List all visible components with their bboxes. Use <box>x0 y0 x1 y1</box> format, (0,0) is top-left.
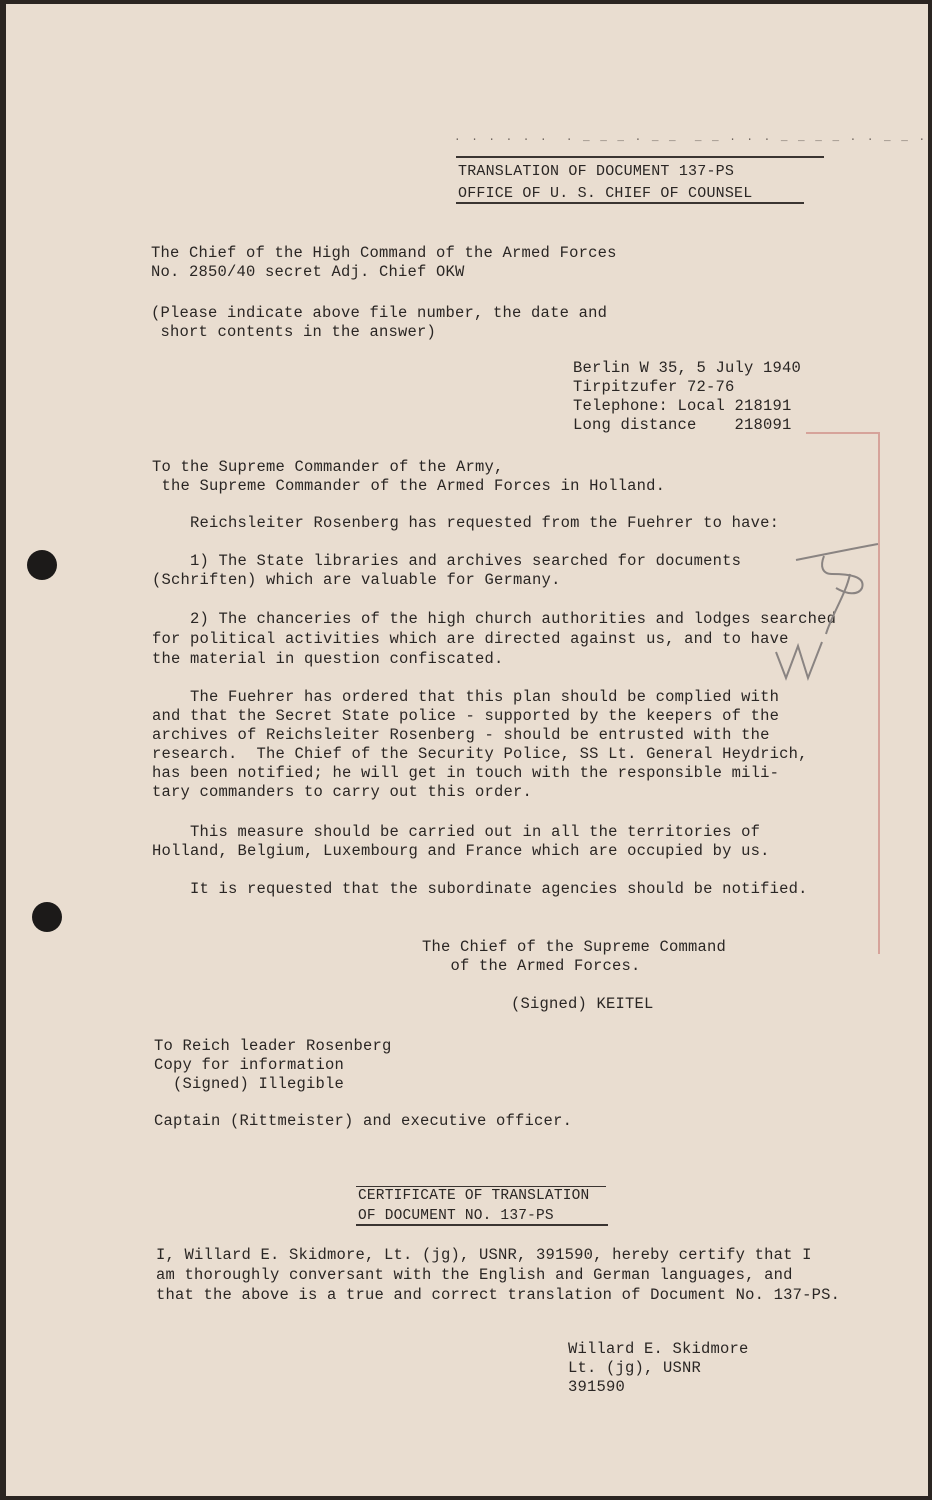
certificate-title-2: OF DOCUMENT NO. 137-PS <box>358 1208 554 1224</box>
body-para3-line-1: The Fuehrer has ordered that this plan should be complied with <box>152 688 780 706</box>
handwritten-annotation-icon <box>766 534 886 684</box>
closing-line-1: The Chief of the Supreme Command <box>422 938 727 956</box>
red-margin-line <box>878 434 880 954</box>
certificate-rule-bottom <box>356 1224 608 1226</box>
body-para4-line-1: This measure should be carried out in all the territories of <box>152 823 761 841</box>
note-line-1: (Please indicate above file number, the date and <box>151 304 608 322</box>
signature-name: Willard E. Skidmore <box>568 1340 749 1358</box>
header-rule-bottom <box>456 202 804 204</box>
sender-line-2: No. 2850/40 secret Adj. Chief OKW <box>151 263 465 281</box>
header-faint-line: . . . . . . . _ _ _ . _ _ _ _ . . . _ _ _ _ . . _ _ . <box>454 132 928 144</box>
red-margin-top-line <box>806 432 880 434</box>
copy-line-3: (Signed) Illegible <box>154 1075 345 1093</box>
body-para5: It is requested that the subordinate agencies should be notified. <box>152 880 808 898</box>
signature-number: 391590 <box>568 1378 626 1396</box>
body-para3-line-4: research. The Chief of the Security Police, SS Lt. General Heydrich, <box>152 745 808 763</box>
header-office: OFFICE OF U. S. CHIEF OF COUNSEL <box>458 185 753 202</box>
header-rule-top <box>456 156 824 158</box>
address-line-1: Berlin W 35, 5 July 1940 <box>573 359 802 377</box>
body-para4-line-2: Holland, Belgium, Luxembourg and France which are occupied by us. <box>152 842 770 860</box>
body-item1-line-2: (Schriften) which are valuable for Germany. <box>152 571 561 589</box>
address-line-4: Long distance 218091 <box>573 416 792 434</box>
recipient-line-2: the Supreme Commander of the Armed Forces in Holland. <box>152 477 666 495</box>
certificate-line-1: I, Willard E. Skidmore, Lt. (jg), USNR, 391590, hereby certify that I <box>156 1246 812 1264</box>
certificate-line-2: am thoroughly conversant with the English and German languages, and <box>156 1266 793 1284</box>
punch-hole-bottom <box>32 902 62 932</box>
signature-rank: Lt. (jg), USNR <box>568 1359 702 1377</box>
body-para3-line-2: and that the Secret State police - supported by the keepers of the <box>152 707 780 725</box>
copy-line-1: To Reich leader Rosenberg <box>154 1037 392 1055</box>
punch-hole-top <box>27 550 57 580</box>
recipient-line-1: To the Supreme Commander of the Army, <box>152 458 504 476</box>
header-title: TRANSLATION OF DOCUMENT 137-PS <box>458 163 735 180</box>
body-para3-line-5: has been notified; he will get in touch with the responsible mili- <box>152 764 780 782</box>
body-para3-line-6: tary commanders to carry out this order. <box>152 783 533 801</box>
body-para3-line-3: archives of Reichsleiter Rosenberg - should be entrusted with the <box>152 726 770 744</box>
sender-line-1: The Chief of the High Command of the Armed Forces <box>151 244 617 262</box>
body-item2-line-2: for political activities which are directed against us, and to have <box>152 630 789 648</box>
body-item2-line-3: the material in question confiscated. <box>152 650 504 668</box>
body-intro: Reichsleiter Rosenberg has requested from the Fuehrer to have: <box>152 514 780 532</box>
closing-signed: (Signed) KEITEL <box>511 995 654 1013</box>
body-item1-line-1: 1) The State libraries and archives searched for documents <box>152 552 742 570</box>
document-page <box>6 4 928 1496</box>
note-line-2: short contents in the answer) <box>151 323 437 341</box>
body-item2-line-1: 2) The chanceries of the high church authorities and lodges searched <box>152 610 837 628</box>
certificate-title-1: CERTIFICATE OF TRANSLATION <box>358 1188 590 1204</box>
address-line-2: Tirpitzufer 72-76 <box>573 378 735 396</box>
copy-line-2: Copy for information <box>154 1056 345 1074</box>
address-line-3: Telephone: Local 218191 <box>573 397 792 415</box>
certificate-line-3: that the above is a true and correct translation of Document No. 137-PS. <box>156 1286 841 1304</box>
closing-line-2: of the Armed Forces. <box>422 957 641 975</box>
copy-line-4: Captain (Rittmeister) and executive officer. <box>154 1112 573 1130</box>
